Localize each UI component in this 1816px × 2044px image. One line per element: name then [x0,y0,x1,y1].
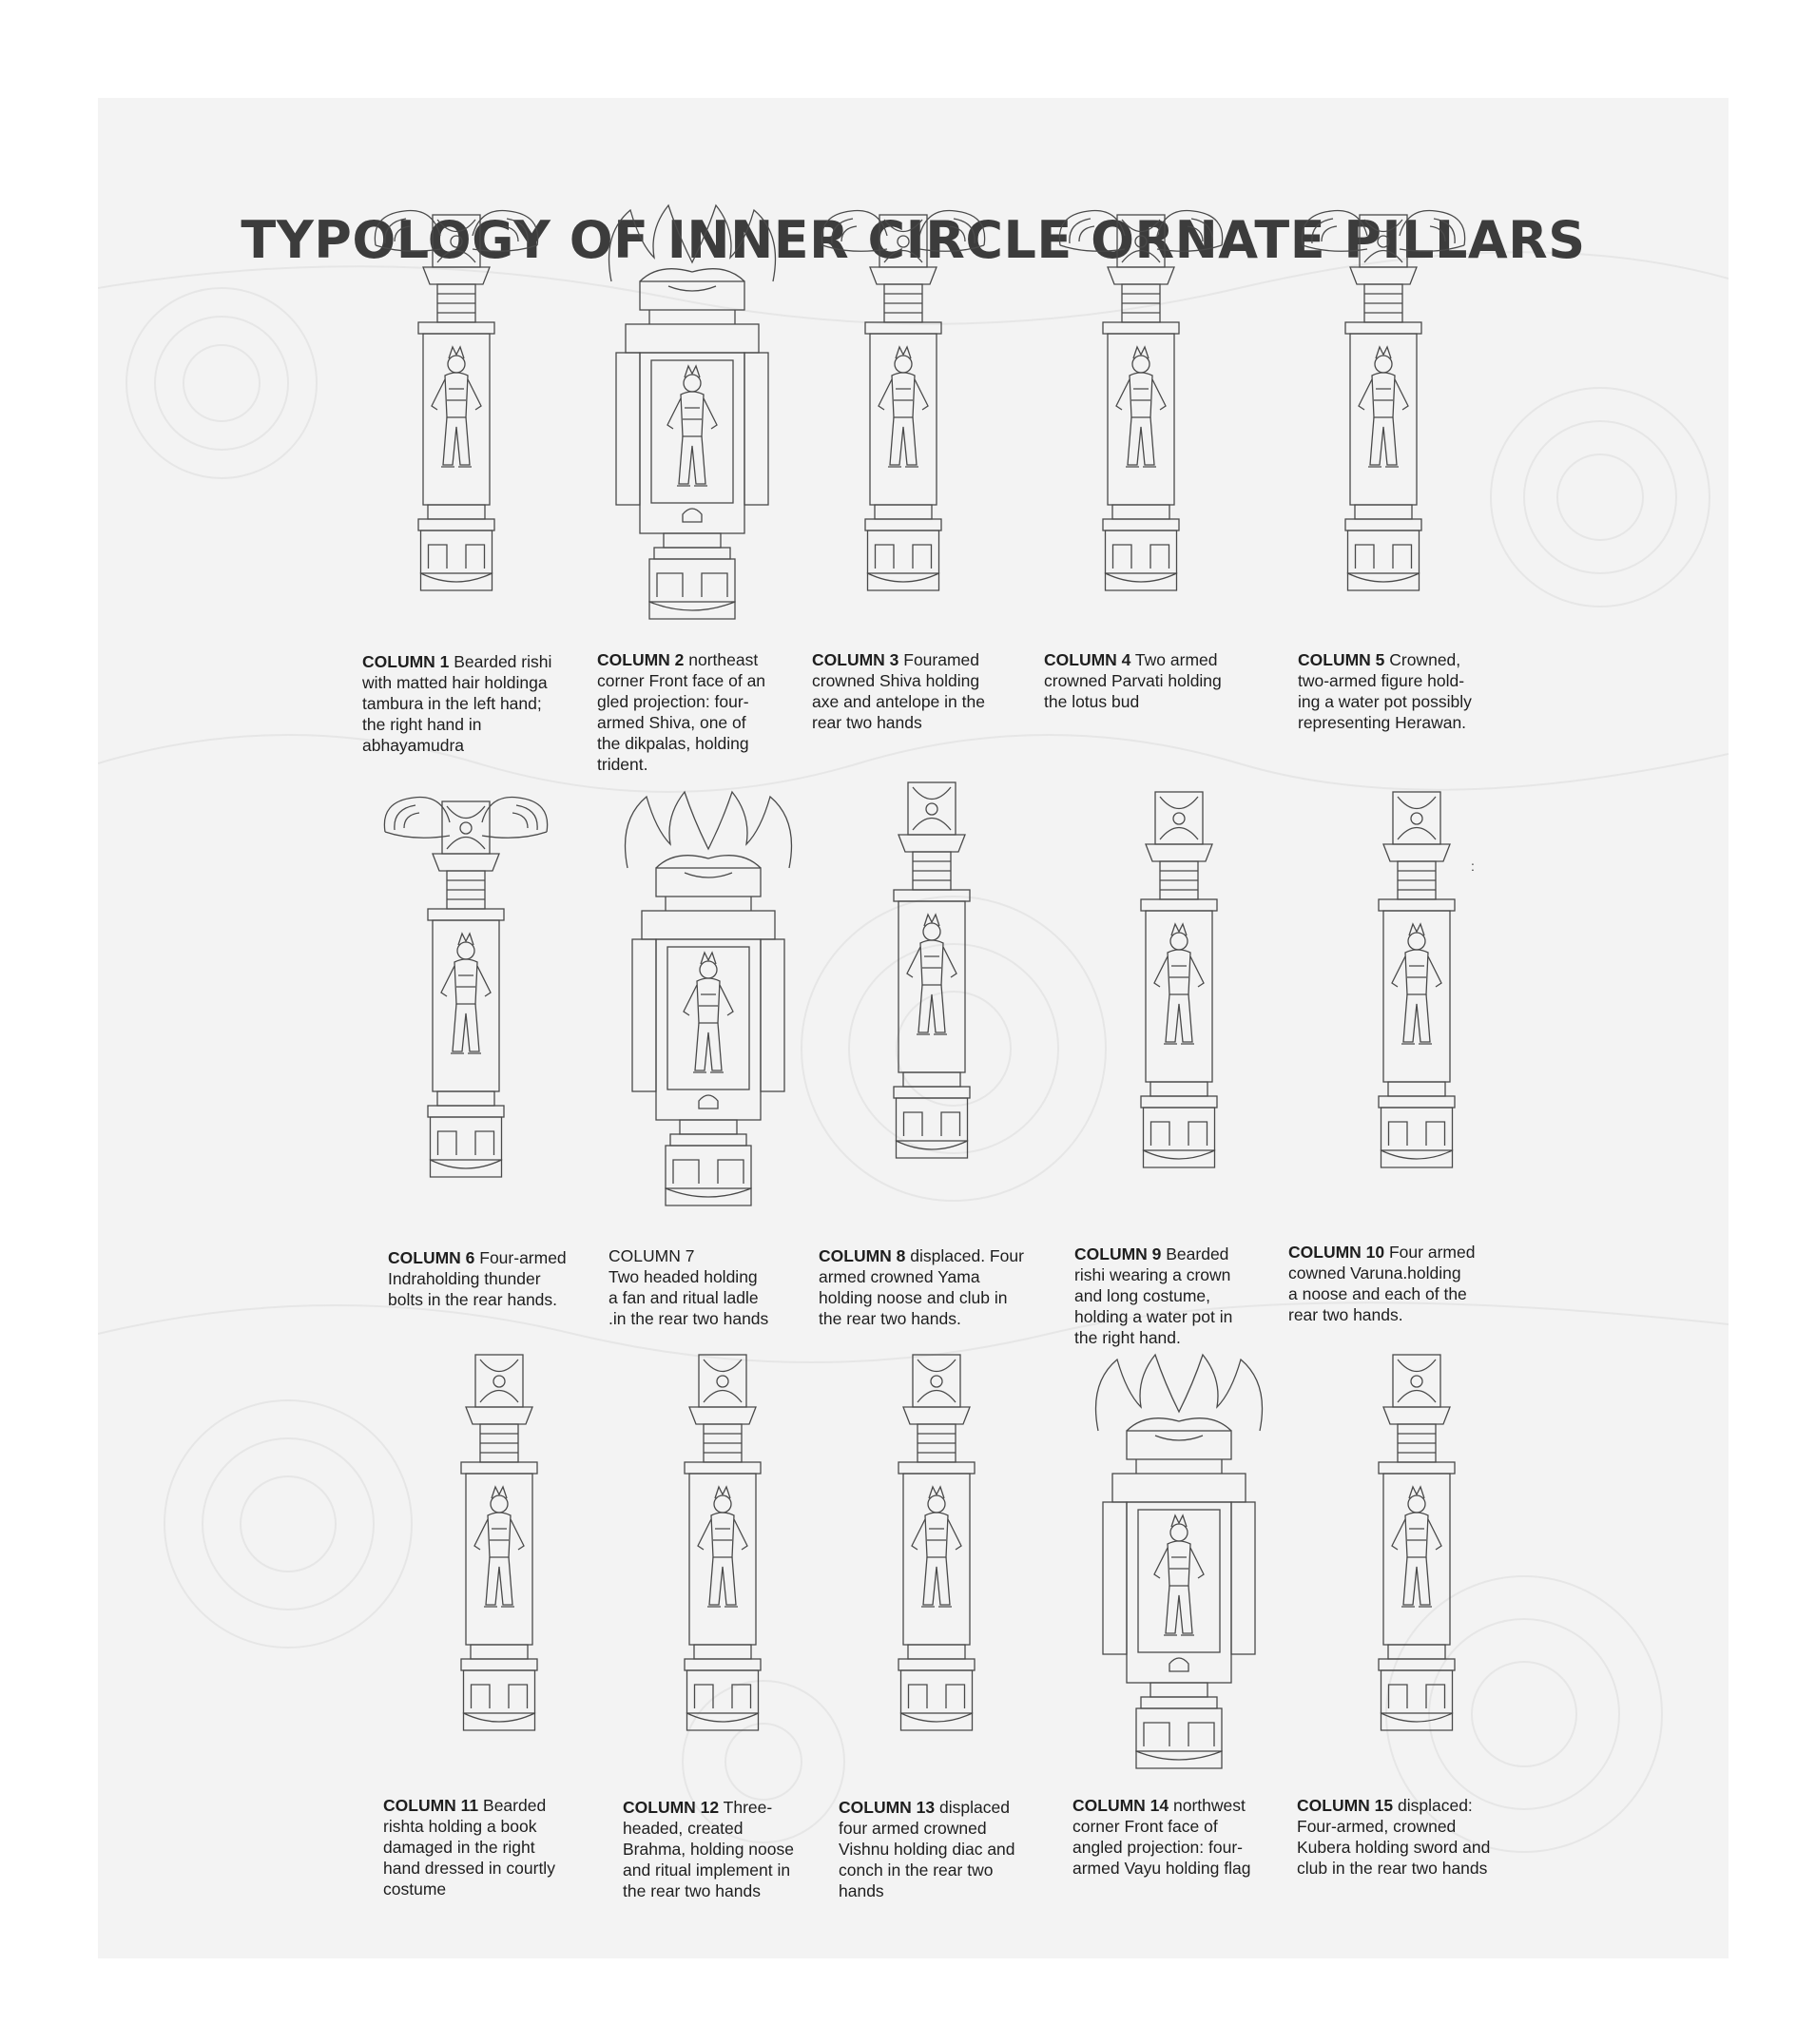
page-title: TYPOLOGY OF INNER CIRCLE ORNATE PILLARS [241,210,1586,270]
pillar-5-drawing [1288,205,1478,633]
column-1-caption: COLUMN 1 Bearded rishi with matted hair holdinga tambura in the left hand; the right hand in abhayamudra [362,652,552,755]
column-4-caption: COLUMN 4 Two armed crowned Parvati holding the lotus bud [1044,650,1222,711]
pillar-13-drawing [841,1355,1032,1783]
pillar-13-svg [841,1355,1032,1783]
deity-figure-icon [698,1487,747,1607]
column-2-caption: COLUMN 2 northeast corner Front face of an gled projection: four- armed Shiva, one of the dikpalas, holding trident. [597,650,766,774]
deity-figure-icon [879,347,928,467]
flower-capital-icon [609,205,776,291]
pillar-15-drawing [1322,1355,1512,1783]
deity-figure-icon [684,953,733,1072]
deity-figure-icon [667,366,717,486]
pillar-2-svg [597,205,787,633]
column-6-caption: COLUMN 6 Four-armed Indraholding thunder bolts in the rear hands. [388,1248,567,1309]
column-14-caption: COLUMN 14 northwest corner Front face of angled projection: four- armed Vayu holding flag [1072,1796,1251,1878]
pillar-14-drawing [1084,1355,1274,1783]
column-3-caption: COLUMN 3 Fouramed crowned Shiva holding axe and antelope in the rear two hands [812,650,985,732]
pillar-8-drawing [837,782,1027,1210]
deity-figure-icon [912,1487,961,1607]
column-9-caption: COLUMN 9 Bearded rishi wearing a crown and long costume, holding a water pot in the right hand. [1074,1244,1233,1347]
pillar-4-svg [1046,205,1236,633]
deity-figure-icon [1154,924,1204,1044]
column-5-caption: COLUMN 5 Crowned, two-armed figure hold- ing a water pot possibly representing Herawan. [1298,650,1472,732]
pillar-6-drawing [371,792,561,1220]
pillar-9-drawing [1084,792,1274,1220]
deity-figure-icon [1154,1515,1204,1635]
pillar-8-svg [837,782,1027,1210]
pillar-6-svg [371,792,561,1220]
stray-colon-mark: : [1471,858,1475,874]
pillar-5-svg [1288,205,1478,633]
deity-figure-icon [1392,924,1441,1044]
pillar-12-drawing [628,1355,818,1783]
pillar-2-drawing [597,205,787,633]
pillar-10-drawing [1322,792,1512,1220]
column-7-caption: COLUMN 7 Two headed holding a fan and ritual ladle .in the rear two hands [609,1246,769,1328]
column-10-caption: COLUMN 10 Four armed cowned Varuna.holding a noose and each of the rear two hands. [1288,1243,1476,1324]
pillar-10-svg [1322,792,1512,1220]
column-13-caption: COLUMN 13 displaced four armed crowned Vishnu holding diac and conch in the rear two hands [839,1798,1015,1900]
deity-figure-icon [907,915,956,1034]
deity-figure-icon [1359,347,1408,467]
pillar-3-svg [808,205,998,633]
flower-capital-icon [626,792,792,877]
pillar-15-svg [1322,1355,1512,1783]
column-8-caption: COLUMN 8 displaced. Four armed crowned Yama holding noose and club in the rear two hands. [819,1246,1024,1328]
column-15-caption: COLUMN 15 displaced: Four-armed, crowned Kubera holding sword and club in the rear two hands [1297,1796,1491,1878]
deity-figure-icon [1116,347,1166,467]
deity-figure-icon [432,347,481,467]
pillar-1-drawing [361,205,551,633]
pillar-12-svg [628,1355,818,1783]
pillar-1-svg [361,205,551,633]
deity-figure-icon [1392,1487,1441,1607]
pillar-7-svg [613,792,803,1220]
pillar-9-svg [1084,792,1274,1220]
pillar-11-svg [404,1355,594,1783]
column-12-caption: COLUMN 12 Three- headed, created Brahma, holding noose and ritual implement in the rear two hands [623,1798,794,1900]
pillar-3-drawing [808,205,998,633]
pillar-7-drawing [613,792,803,1220]
deity-figure-icon [474,1487,524,1607]
pillar-14-svg [1084,1355,1274,1783]
pillar-11-drawing [404,1355,594,1783]
column-11-caption: COLUMN 11 Bearded rishta holding a book damaged in the right hand dressed in courtly costume [383,1796,555,1899]
pillar-4-drawing [1046,205,1236,633]
deity-figure-icon [441,934,491,1053]
flower-capital-icon [1096,1355,1263,1440]
